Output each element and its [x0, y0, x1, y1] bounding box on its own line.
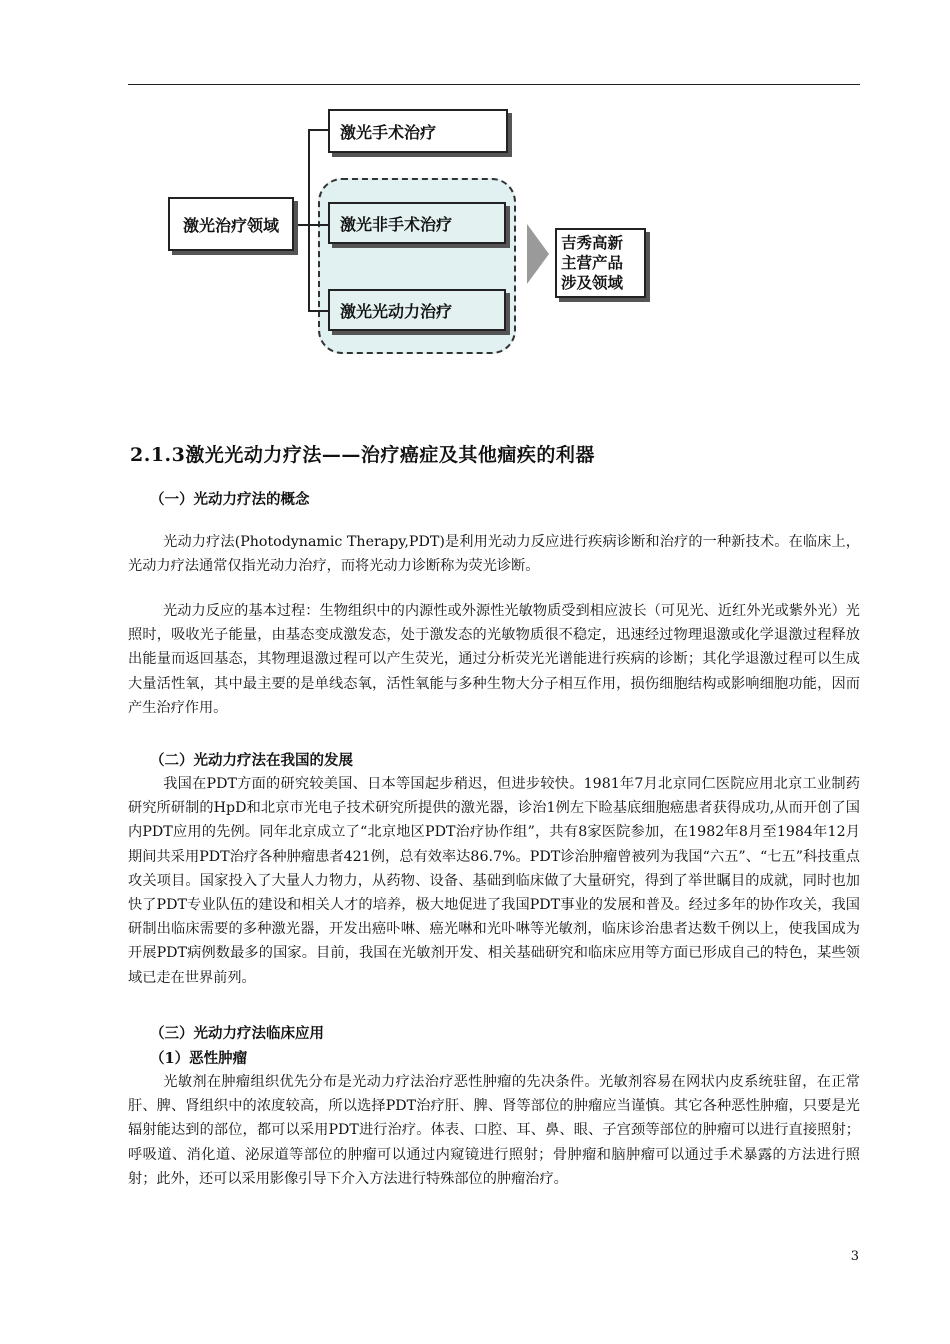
arrow-icon	[527, 224, 549, 284]
sub1-p2-text: 光动力反应的基本过程：生物组织中的内源性或外源性光敏物质受到相应波长（可见光、近红外光或紫外光）光照时，吸收光子能量，由基态变成激发态，处于激发态的光敏物质很不稳定，迅速经过物理退激或化学退激过程释放出能量而返回基态，其物理退激过程可以产生荧光，通过分析荧光光谱能进行疾病的诊断；其化学退激过程可以生成大量活性氧，其中最主要的是单线态氧，活性氧能与多种生物大分子相互作用，损伤细胞结构或影响细胞功能，因而产生治疗作用。	[128, 603, 860, 716]
sub1-paragraph-1	[128, 530, 860, 578]
sub3-paragraph-1	[128, 1070, 860, 1191]
connector-branch-3	[308, 310, 328, 312]
branch-box-surgical: 激光手术治疗	[328, 109, 508, 153]
sub1-paragraph-2	[128, 599, 860, 720]
sub1-heading: （一）光动力疗法的概念	[150, 491, 310, 508]
sub3-item1-heading: （1）恶性肿瘤	[150, 1050, 248, 1067]
sub3-p1-text: 光敏剂在肿瘤组织优先分布是光动力疗法治疗恶性肿瘤的先决条件。光敏剂容易在网状内皮系统驻留，在正常肝、脾、肾组织中的浓度较高，所以选择PDT治疗肝、脾、肾等部位的肿瘤应当谨慎。其它各种恶性肿瘤，只要是光辐射能达到的部位，都可以采用PDT进行治疗。体表、口腔、耳、鼻、眼、子宫颈等部位的肿瘤可以进行直接照射；呼吸道、消化道、泌尿道等部位的肿瘤可以通过内窥镜进行照射；骨肿瘤和脑肿瘤可以通过手术暴露的方法进行照射；此外，还可以采用影像引导下介入方法进行特殊部位的肿瘤治疗。	[128, 1074, 860, 1187]
branch-box-non-surgical: 激光非手术治疗	[328, 202, 506, 244]
target-line-2: 主营产品	[561, 254, 624, 272]
sub1-p1-text: 光动力疗法(Photodynamic Therapy,PDT)是利用光动力反应进行疾病诊断和治疗的一种新技术。在临床上，光动力疗法通常仅指光动力治疗，而将光动力诊断称为荧光诊断。	[128, 534, 860, 575]
connector-branch-2	[308, 224, 328, 226]
sub2-paragraph-1	[128, 772, 860, 990]
laser-therapy-diagram	[0, 0, 950, 380]
sub2-heading: （二）光动力疗法在我国的发展	[150, 752, 353, 769]
connector-vertical	[308, 129, 310, 312]
connector-root	[293, 224, 309, 226]
branch-box-photodynamic: 激光光动力治疗	[328, 289, 506, 331]
sub2-p1-text: 我国在PDT方面的研究较美国、日本等国起步稍迟，但进步较快。1981年7月北京同仁医院应用北京工业制药研究所研制的HpD和北京市光电子技术研究所提供的激光器，诊治1例左下睑基底细胞癌患者获得成功,从而开创了国内PDT应用的先例。同年北京成立了“北京地区PDT治疗协作组”，共有8家医院参加，在1982年8月至1984年12月期间共采用PDT治疗各种肿瘤患者421例，总有效率达86.7%。PDT诊治肿瘤曾被列为我国“六五”、“七五”科技重点攻关项目。国家投入了大量人力物力，从药物、设备、基础到临床做了大量研究，得到了举世瞩目的成就，同时也加快了PDT专业队伍的建设和相关人才的培养，极大地促进了我国PDT事业的发展和普及。经过多年的协作攻关，我国研制出临床需要的多种激光器，开发出癌卟啉、癌光啉和光卟啉等光敏剂，临床诊治患者达数千例以上，使我国成为开展PDT病例数最多的国家。目前，我国在光敏剂开发、相关基础研究和临床应用等方面已形成自己的特色，某些领域已走在世界前列。	[128, 776, 860, 986]
root-box: 激光治疗领域	[168, 197, 294, 251]
page-number: 3	[850, 1249, 859, 1264]
target-line-3: 涉及领域	[561, 274, 624, 292]
connector-branch-1	[308, 129, 328, 131]
sub3-heading: （三）光动力疗法临床应用	[150, 1025, 324, 1042]
target-line-1: 吉秀高新	[561, 234, 624, 252]
target-box	[555, 228, 646, 298]
section-title: 2.1.3激光光动力疗法——治疗癌症及其他痼疾的利器	[130, 444, 595, 466]
